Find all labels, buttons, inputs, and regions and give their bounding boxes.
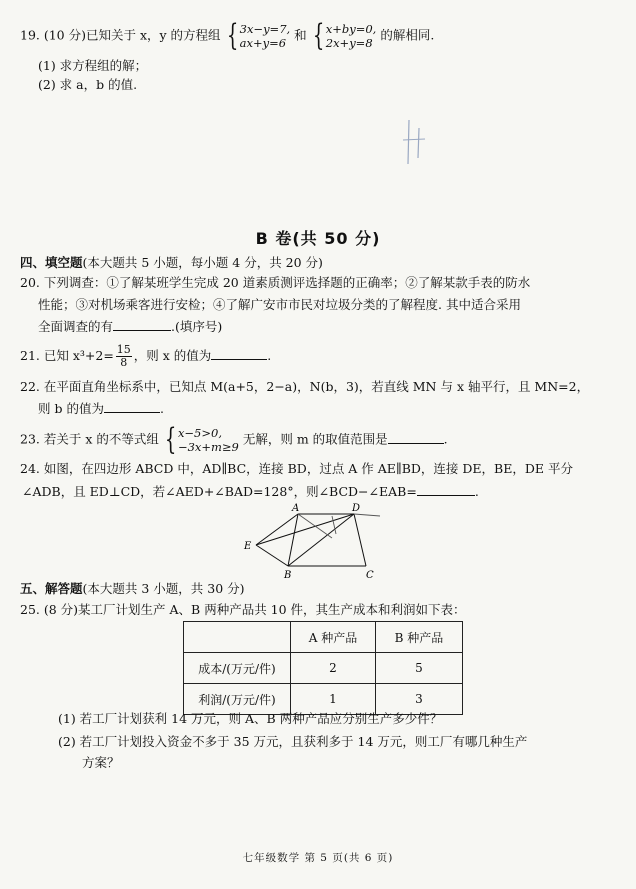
q25-part2a: (2) 若工厂计划投入资金不多于 35 万元，且获利多于 14 万元，则工厂有哪几种生产	[58, 734, 528, 749]
q21	[20, 344, 271, 369]
q20-line1: 20. 下列调查：①了解某班学生完成 20 道素质测评选择题的正确率；②了解某款手表的防水	[20, 275, 531, 290]
q23-sys-eq1: x−5>0,	[177, 426, 222, 440]
label-e: E	[244, 541, 252, 552]
table-cell: A 种产品	[291, 622, 376, 653]
answer-blank	[113, 330, 171, 331]
q23-b: 无解，则 m 的取值范围是	[242, 431, 388, 447]
q24-line1: 24. 如图，在四边形 ABCD 中，AD∥BC，连接 BD，过点 A 作 AE∥BD，连接 DE，BE，DE 平分	[20, 461, 573, 476]
q19-and: 和	[294, 27, 307, 43]
answer-blank	[417, 495, 475, 496]
brace-icon: {	[312, 18, 324, 53]
table-row	[184, 653, 463, 684]
q23-c: .	[443, 431, 448, 447]
pencil-marks	[395, 118, 435, 168]
q22-line2a: 则 b 的值为	[38, 401, 104, 416]
table-cell: B 种产品	[376, 622, 463, 653]
q19-system-2	[311, 18, 377, 53]
q21-a: 21. 已知 x³+2=	[20, 348, 114, 363]
table-cell: 利润/(万元/件)	[184, 684, 291, 715]
q19-sys1-eq2: ax+y=6	[239, 36, 287, 50]
q23-a: 23. 若关于 x 的不等式组	[20, 431, 159, 447]
section4-header	[20, 254, 323, 272]
q20-line3b: .(填序号)	[171, 319, 223, 334]
q19-stem-b: 的解相同.	[380, 27, 435, 43]
segment-dc	[354, 514, 366, 566]
q23	[20, 422, 448, 457]
q21-fraction	[116, 344, 132, 369]
segment-ab	[288, 514, 298, 566]
segment-ae	[256, 514, 298, 545]
q22-line2	[38, 400, 164, 418]
answer-blank	[388, 443, 444, 444]
q19-part2: (2) 求 a，b 的值.	[38, 77, 138, 92]
label-b: B	[284, 570, 292, 581]
q20-line3	[38, 318, 222, 336]
table-cell: 5	[376, 653, 463, 684]
geometry-figure	[232, 500, 392, 582]
section5-note: (本大题共 3 小题，共 30 分)	[82, 581, 245, 596]
answer-blank	[104, 412, 160, 413]
q24-line2a: ∠ADB，且 ED⊥CD，若∠AED+∠BAD=128°，则∠BCD−∠EAB=	[22, 484, 417, 499]
table-cell: 成本/(万元/件)	[184, 653, 291, 684]
table-cell: 2	[291, 653, 376, 684]
q19-stem-a: 19. (10 分)已知关于 x，y 的方程组	[20, 27, 221, 43]
q23-sys-eq2: −3x+m≥9	[177, 440, 239, 454]
q20-line3a: 全面调查的有	[38, 319, 114, 334]
section5-header	[20, 580, 245, 598]
label-a: A	[292, 503, 300, 514]
q23-system	[163, 422, 239, 457]
q22-line1: 22. 在平面直角坐标系中，已知点 M(a+5，2−a)，N(b，3)，若直线 MN 与 x 轴平行，且 MN=2，	[20, 379, 590, 394]
q21-b: ，则 x 的值为	[133, 348, 212, 363]
table-cell	[184, 622, 291, 653]
q21-c: .	[267, 348, 272, 363]
section-b-title: B 卷(共 50 分)	[255, 229, 381, 248]
page-footer: 七年级数学 第 5 页(共 6 页)	[242, 852, 394, 864]
q22-line2b: .	[159, 401, 164, 416]
q25-part2b: 方案？	[82, 755, 120, 770]
section4-note: (本大题共 5 小题，每小题 4 分，共 20 分)	[82, 255, 323, 270]
q21-frac-den: 8	[120, 356, 128, 369]
table-header-row	[184, 622, 463, 653]
q24-line2b: .	[474, 484, 479, 499]
answer-blank	[211, 359, 267, 360]
q25-table	[183, 621, 463, 715]
q21-frac-num: 15	[116, 343, 131, 356]
q19-stem	[20, 18, 435, 53]
table-cell: 1	[291, 684, 376, 715]
q25-stem: 25. (8 分)某工厂计划生产 A、B 两种产品共 10 件，其生产成本和利润如下表：	[20, 602, 466, 617]
segment-be	[256, 545, 288, 566]
label-c: C	[366, 570, 374, 581]
table-cell: 3	[376, 684, 463, 715]
q20-line2: 性能；③对机场乘客进行安检；④了解广安市市民对垃圾分类的了解程度. 其中适合采用	[38, 297, 521, 312]
label-d: D	[352, 503, 361, 514]
brace-icon: {	[164, 422, 177, 457]
q19-system-1	[225, 18, 291, 53]
q19-sys1-eq1: 3x−y=7,	[239, 22, 291, 36]
q19-part1: (1) 求方程组的解；	[38, 58, 148, 73]
q19-sys2-eq2: 2x+y=8	[325, 36, 373, 50]
q25-part1: (1) 若工厂计划获利 14 万元，则 A、B 两种产品应分别生产多少件？	[58, 711, 443, 726]
q24-line2	[22, 483, 479, 501]
section4-title: 四、填空题	[20, 255, 83, 270]
brace-icon: {	[226, 18, 238, 53]
segment-bd	[288, 514, 354, 566]
q19-sys2-eq1: x+by=0,	[325, 22, 377, 36]
section5-title: 五、解答题	[20, 581, 83, 596]
